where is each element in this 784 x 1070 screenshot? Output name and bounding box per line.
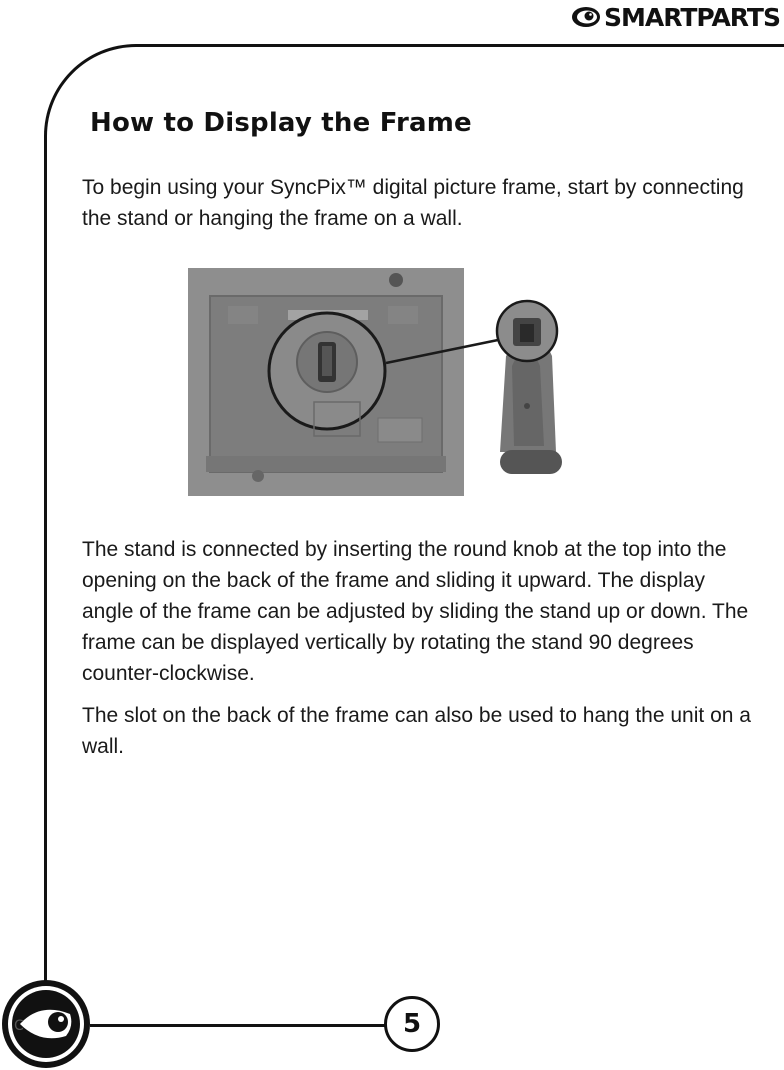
page-number-badge <box>384 996 440 1052</box>
eye-logo-icon <box>0 978 92 1070</box>
slot-paragraph: The slot on the back of the frame can also be used to hang the unit on a wall. <box>82 704 751 758</box>
page-number: 5 <box>402 1009 422 1039</box>
eye-logo-icon <box>570 4 602 30</box>
stand-paragraph: The stand is connected by inserting the round knob at the top into the opening on the back of the frame and sliding it upward. The display angle of the frame can be adjusted by sliding the stand up or down. The frame can be displayed vertically by rotating the stand 90 degrees counter-clockwise. <box>82 538 749 685</box>
brand-header <box>570 0 780 34</box>
page-title: How to Display the Frame <box>90 108 472 138</box>
frame-stand-photo <box>188 266 572 498</box>
intro-paragraph: To begin using your SyncPix™ digital picture frame, start by connecting the stand or hanging the frame on a wall. <box>82 176 744 230</box>
footer-rule <box>90 1024 386 1027</box>
brand-name: SMARTPARTS <box>604 2 780 32</box>
svg-text:C: C <box>14 1018 24 1034</box>
